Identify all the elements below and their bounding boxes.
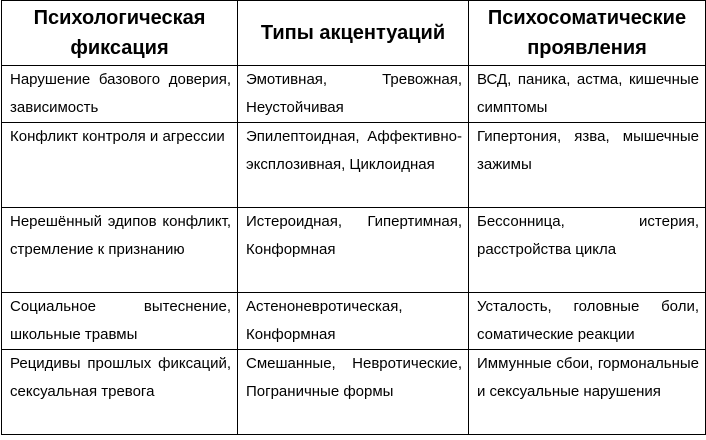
- cell-types: Смешанные, Невротические, Пограничные формы: [238, 350, 469, 435]
- cell-fixation: Нарушение базового доверия, зависимость: [2, 66, 238, 123]
- accentuation-table: [1, 0, 706, 435]
- cell-fixation: Социальное вытеснение, школьные травмы: [2, 293, 238, 350]
- header-types: Типы акцентуаций: [238, 1, 469, 66]
- table-row: [2, 208, 706, 293]
- header-row: [2, 1, 706, 66]
- header-fixation: Психологическая фиксация: [2, 1, 238, 66]
- table-row: [2, 293, 706, 350]
- cell-manifestations: ВСД, паника, астма, кишечные симптомы: [469, 66, 706, 123]
- cell-manifestations: Бессонница, истерия, расстройства цикла: [469, 208, 706, 293]
- cell-types: Истероидная, Гипертимная, Конформная: [238, 208, 469, 293]
- table-row: [2, 350, 706, 435]
- header-manifestations: Психосоматические проявления: [469, 1, 706, 66]
- cell-fixation: Рецидивы прошлых фиксаций, сексуальная тревога: [2, 350, 238, 435]
- cell-types: Астеноневротическая, Конформная: [238, 293, 469, 350]
- cell-manifestations: Гипертония, язва, мышечные зажимы: [469, 123, 706, 208]
- cell-types: Эмотивная, Тревожная, Неустойчивая: [238, 66, 469, 123]
- cell-manifestations: Иммунные сбои, гормональные и сексуальные нарушения: [469, 350, 706, 435]
- cell-fixation: Конфликт контроля и агрессии: [2, 123, 238, 208]
- cell-manifestations: Усталость, головные боли, соматические реакции: [469, 293, 706, 350]
- cell-fixation: Нерешённый эдипов конфликт, стремление к признанию: [2, 208, 238, 293]
- cell-types: Эпилептоидная, Аффективно-эксплозивная, Циклоидная: [238, 123, 469, 208]
- table-row: [2, 66, 706, 123]
- table-row: [2, 123, 706, 208]
